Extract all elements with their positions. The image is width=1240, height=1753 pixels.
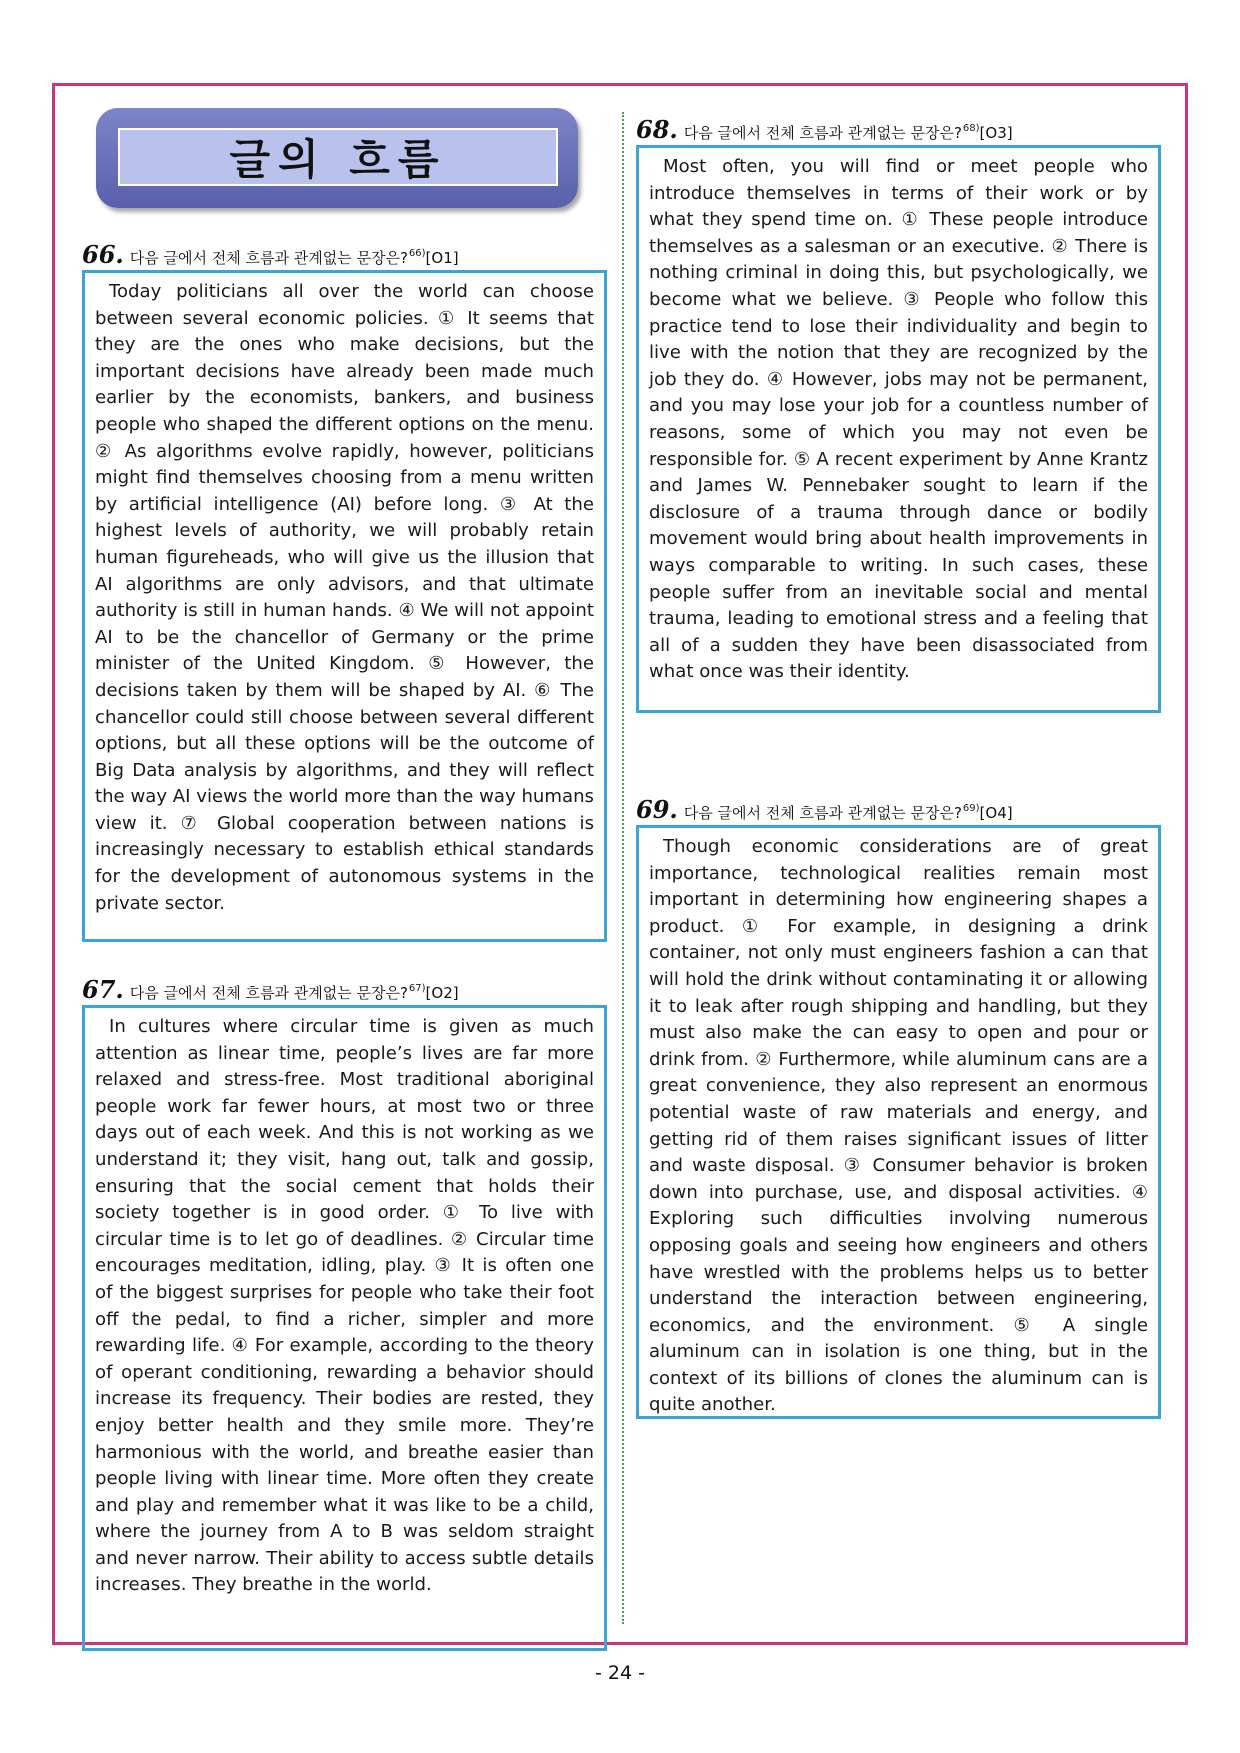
question-prompt: 다음 글에서 전체 흐름과 관계없는 문장은? bbox=[129, 984, 408, 1002]
question-code: [O3] bbox=[979, 124, 1013, 142]
question-code: [O4] bbox=[979, 804, 1013, 822]
section-title: 글의 흐름 bbox=[229, 135, 447, 184]
section-banner-inner bbox=[118, 128, 558, 186]
section-banner bbox=[96, 108, 578, 208]
passage-text: Today politicians all over the world can choose between several economic policies. ① It seems that they are the ones who make decisions, but the important decisions have already been made much earlier by the economists, bankers, and business people who shaped the different options on the menu. ② As algorithms evolve rapidly, however, politicians might find themselves choosing from a menu written by artificial intelligence (AI) before long. ③ At the highest levels of authority, we will probably retain human figureheads, who will give us the illusion that AI algorithms are only advisors, and that ultimate authority is still in human hands. ④ We will not appoint AI to be the chancellor of Germany or the prime minister of the United Kingdom. ⑤ However, the decisions taken by them will be shaped by AI. ⑥ The chancellor could still choose between several different options, but all these options will be the outcome of Big Data analysis by algorithms, and they will reflect the way AI views the world more than the way humans view it. ⑦ Global cooperation between nations is increasingly necessary to establish ethical standards for the development of autonomous systems in the private sector. bbox=[95, 281, 594, 914]
question-reference: 69) bbox=[962, 803, 980, 814]
question-reference: 67) bbox=[408, 983, 426, 994]
question-68 bbox=[636, 115, 1161, 713]
question-header bbox=[636, 115, 1161, 145]
passage-text: In cultures where circular time is given as much attention as linear time, people’s lives are far more relaxed and stress-free. Most traditional aboriginal people work far fewer hours, at most two or three days out of each week. And this is not working as we understand it; they visit, hang out, talk and gossip, ensuring that the social cement that holds their society together is in good order. ① To live with circular time is to let go of deadlines. ② Circular time encourages meditation, idling, play. ③ It is often one of the biggest surprises for people who take their foot off the pedal, to find a richer, simpler and more rewarding life. ④ For example, according to the theory of operant conditioning, rewarding a behavior should increase its frequency. Their bodies are rested, they enjoy better health and they smile more. They’re harmonious with the world, and breathe easier than people living with linear time. More often they create and play and remember what it was like to be a child, where the journey from A to B was seldom straight and never narrow. Their ability to access subtle details increases. They breathe in the world. bbox=[95, 1016, 594, 1596]
question-number: 66. bbox=[82, 240, 124, 269]
passage-text: Though economic considerations are of great importance, technological realities remain most important in determining how engineering shapes a product. ① For example, in designing a drink container, not only must engineers fashion a can that will hold the drink without contaminating it or allowing it to leak after rough shipping and handling, but they must also make the can easy to open and pour or drink from. ② Furthermore, while aluminum cans are a great convenience, they also represent an enormous potential waste of raw materials and energy, and getting rid of them raises significant issues of litter and waste disposal. ③ Consumer behavior is broken down into purchase, use, and disposal activities. ④ Exploring such difficulties involving numerous opposing goals and seeing how engineers and others have wrestled with the problems helps us to better understand the interaction between engineering, economics, and the environment. ⑤ A single aluminum can in isolation is one thing, but in the context of its billions of clones the aluminum can is quite another. bbox=[649, 836, 1148, 1416]
question-code: [O2] bbox=[425, 984, 459, 1002]
question-reference: 68) bbox=[962, 123, 980, 134]
question-header bbox=[82, 240, 607, 270]
question-69 bbox=[636, 795, 1161, 1419]
passage-text: Most often, you will find or meet people who introduce themselves in terms of their work or by what they spend time on. ① These people introduce themselves as a salesman or an executive. ② There is nothing criminal in doing this, but psychologically, we become what we believe. ③ People who follow this practice tend to lose their individuality and begin to live with the notion that they are recognized by the job they do. ④ However, jobs may not be permanent, and you may lose your job for a countless number of reasons, some of which you may not even be responsible for. ⑤ A recent experiment by Anne Krantz and James W. Pennebaker sought to learn if the disclosure of a trauma through dance or bodily movement would bring about health improvements in ways comparable to writing. In such cases, these people suffer from an inevitable social and mental trauma, leading to emotional stress and a feeling that all of a sudden they have been disassociated from what once was their identity. bbox=[649, 156, 1148, 683]
question-header bbox=[82, 975, 607, 1005]
question-67 bbox=[82, 975, 607, 1651]
passage-box bbox=[636, 145, 1161, 713]
question-code: [O1] bbox=[425, 249, 459, 267]
question-number: 67. bbox=[82, 975, 124, 1004]
question-reference: 66) bbox=[408, 248, 426, 259]
question-number: 69. bbox=[636, 795, 678, 824]
passage-box bbox=[636, 825, 1161, 1419]
question-prompt: 다음 글에서 전체 흐름과 관계없는 문장은? bbox=[129, 249, 408, 267]
page-number: - 24 - bbox=[595, 1662, 645, 1684]
passage-box bbox=[82, 1005, 607, 1651]
question-prompt: 다음 글에서 전체 흐름과 관계없는 문장은? bbox=[683, 804, 962, 822]
question-number: 68. bbox=[636, 115, 678, 144]
question-prompt: 다음 글에서 전체 흐름과 관계없는 문장은? bbox=[683, 124, 962, 142]
column-divider bbox=[622, 112, 624, 1624]
passage-box bbox=[82, 270, 607, 942]
question-header bbox=[636, 795, 1161, 825]
question-66 bbox=[82, 240, 607, 942]
